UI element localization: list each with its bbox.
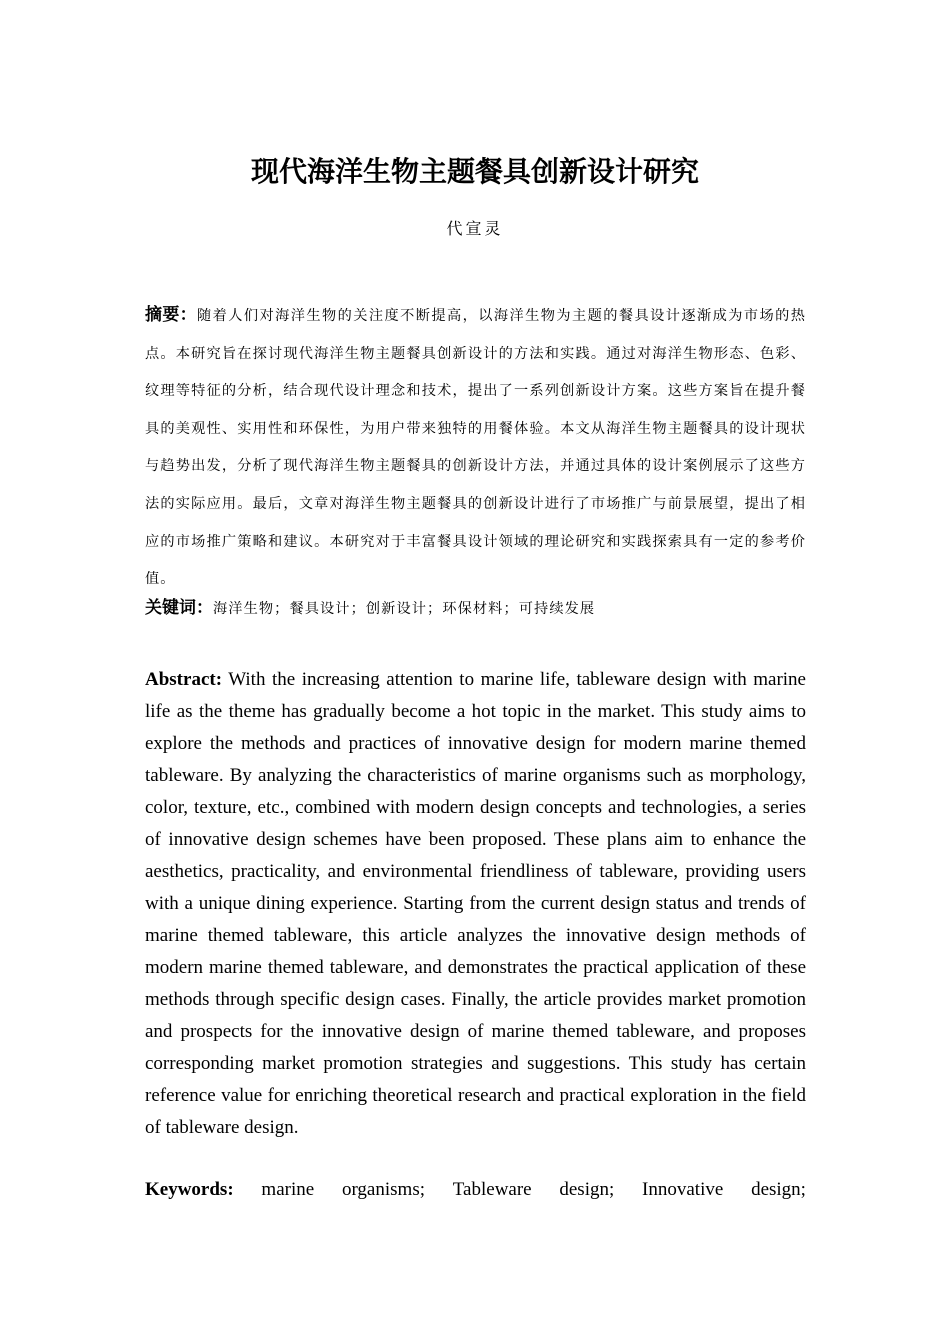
chinese-keywords-label: 关键词： — [145, 598, 213, 618]
chinese-abstract-text: 随着人们对海洋生物的关注度不断提高，以海洋生物为主题的餐具设计逐渐成为市场的热点。本研究旨在探讨现代海洋生物主题餐具创新设计的方法和实践。通过对海洋生物形态、色彩、纹理等特征的分析，结合现代设计理念和技术，提出了一系列创新设计方案。这些方案旨在提升餐具的美观性、实用性和环保性，为用户带来独特的用餐体验。本文从海洋生物主题餐具的设计现状与趋势出发，分析了现代海洋生物主题餐具的创新设计方法，并通过具体的设计案例展示了这些方法的实际应用。最后，文章对海洋生物主题餐具的创新设计进行了市场推广与前景展望，提出了相应的市场推广策略和建议。本研究对于丰富餐具设计领域的理论研究和实践探索具有一定的参考价值。 — [145, 308, 807, 588]
english-keyword-word: organisms; — [341, 1179, 425, 1200]
english-keyword-word: design; — [751, 1179, 806, 1200]
paper-title: 现代海洋生物主题餐具创新设计研究 — [250, 155, 699, 188]
english-abstract — [145, 664, 806, 1144]
english-keyword-word: design; — [559, 1179, 615, 1200]
chinese-keywords-text: 海洋生物；餐具设计；创新设计；环保材料；可持续发展 — [213, 601, 596, 617]
chinese-abstract — [145, 297, 806, 599]
english-keyword-word: Innovative — [642, 1179, 724, 1200]
author-name: 代宣灵 — [446, 219, 504, 238]
english-abstract-text: With the increasing attention to marine life, tableware design with marine life as the theme has gradually become a hot topic in the market. This study aims to explore the methods and practices of innovative design for modern marine themed tableware. By analyzing the characteristics of marine organisms such as morphology, color, texture, etc., combined with modern design concepts and technologies, a series of innovative design schemes have been proposed. These plans aim to enhance the aesthetics, practicality, and environmental friendliness of tableware, providing users with a unique dining experience. Starting from the current design status and trends of marine themed tableware, this article analyzes the innovative design methods of modern marine themed tableware, and demonstrates the practical application of these methods through specific design cases. Finally, the article provides market promotion and prospects for the innovative design of marine themed tableware, and proposes corresponding market promotion strategies and suggestions. This study has certain reference value for enriching theoretical research and practical exploration in the field of tableware design. — [145, 669, 806, 1138]
english-keyword-word: Tableware — [452, 1179, 532, 1200]
english-keyword-word: marine — [261, 1179, 315, 1200]
chinese-keywords — [145, 590, 806, 628]
chinese-abstract-label: 摘要： — [145, 305, 198, 325]
english-keywords — [145, 1174, 806, 1206]
english-keywords-label: Keywords: — [145, 1179, 234, 1200]
english-abstract-label: Abstract: — [145, 669, 223, 690]
